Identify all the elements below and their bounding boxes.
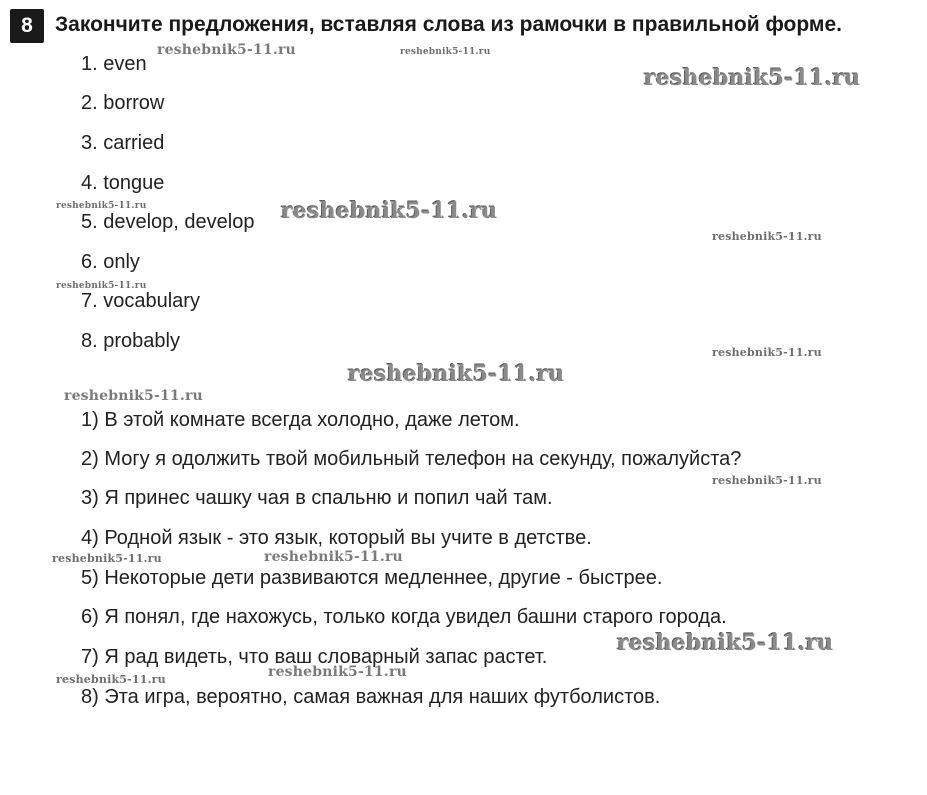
answer-item: 7. vocabulary [81, 290, 200, 312]
watermark: reshebnik5-11.ru [712, 230, 822, 243]
watermark: reshebnik5-11.ru [712, 346, 822, 359]
answer-item: 4. tongue [81, 172, 165, 194]
watermark: reshebnik5-11.ru [268, 664, 407, 680]
translation-item: 7) Я рад видеть, что ваш словарный запас растет. [81, 646, 548, 668]
answer-item: 6. only [81, 251, 140, 273]
watermark: reshebnik5-11.ru [712, 474, 822, 487]
answer-item: 2. borrow [81, 92, 165, 114]
translation-item: 1) В этой комнате всегда холодно, даже летом. [81, 409, 520, 431]
watermark: reshebnik5-11.ru [56, 281, 147, 291]
watermark: reshebnik5-11.ru [617, 630, 834, 656]
watermark: reshebnik5-11.ru [56, 201, 147, 211]
translation-item: 3) Я принес чашку чая в спальню и попил чай там. [81, 487, 553, 509]
translation-item: 5) Некоторые дети развиваются медленнее, другие - быстрее. [81, 567, 663, 589]
answer-item: 3. carried [81, 132, 165, 154]
watermark: reshebnik5-11.ru [64, 388, 203, 404]
watermark: reshebnik5-11.ru [264, 549, 403, 565]
watermark: reshebnik5-11.ru [157, 42, 296, 58]
watermark: reshebnik5-11.ru [281, 198, 498, 224]
task-number-badge: 8 [10, 9, 44, 43]
watermark: reshebnik5-11.ru [52, 552, 162, 565]
translation-item: 6) Я понял, где нахожусь, только когда увидел башни старого города. [81, 606, 727, 628]
translation-item: 2) Могу я одолжить твой мобильный телефон на секунду, пожалуйста? [81, 448, 742, 470]
task-instruction: Закончите предложения, вставляя слова из рамочки в правильной форме. [55, 13, 842, 36]
answer-item: 1. even [81, 53, 147, 75]
answer-item: 5. develop, develop [81, 211, 255, 233]
watermark: reshebnik5-11.ru [644, 65, 861, 91]
translation-item: 4) Родной язык - это язык, который вы учите в детстве. [81, 527, 592, 549]
watermark: reshebnik5-11.ru [400, 47, 491, 57]
watermark: reshebnik5-11.ru [56, 673, 166, 686]
watermark: reshebnik5-11.ru [348, 361, 565, 387]
translation-item: 8) Эта игра, вероятно, самая важная для наших футболистов. [81, 686, 661, 708]
answer-item: 8. probably [81, 330, 180, 352]
